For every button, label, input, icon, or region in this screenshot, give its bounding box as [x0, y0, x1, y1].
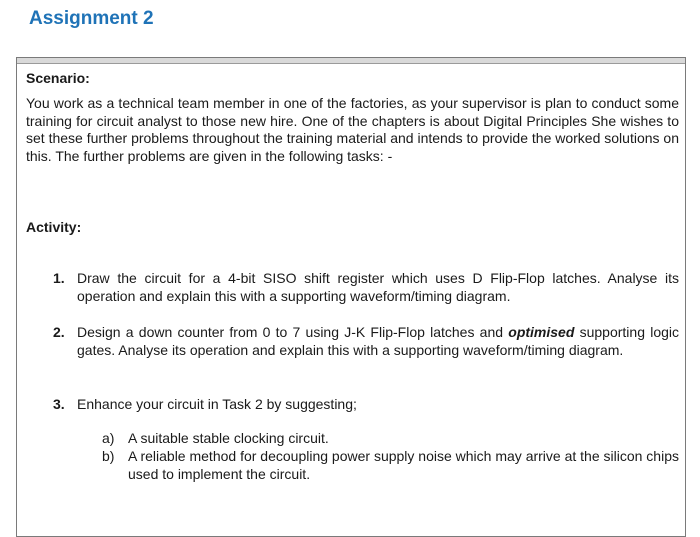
task-text-before: Design a down counter from 0 to 7 using J-K Flip-Flop latches and [77, 324, 509, 340]
task-text-after: supporting logic gates. Analyse its operation and explain this with a supporting waveform/timing diagram. [77, 324, 680, 358]
subtask-label: a) [102, 430, 115, 446]
subtask-text: A suitable stable clocking circuit. [128, 430, 329, 446]
assignment-box [16, 57, 686, 537]
task-number: 2. [53, 324, 65, 340]
scenario-text: You work as a technical team member in one of the factories, as your supervisor is plan to conduct some training for circuit analyst to those new hire. One of the chapters is about Digital Principles She wishes to set these further problems throughout the training material and intends to provide the worked solutions on this. The further problems are given in the following tasks: - [26, 95, 679, 164]
box-header-bar [17, 58, 685, 64]
task-number: 1. [53, 270, 65, 286]
subtask-item-b [102, 447, 679, 483]
activity-heading: Activity: [26, 219, 82, 235]
task-emphasis: optimised [508, 324, 575, 340]
subtask-label: b) [102, 448, 115, 464]
task-item-3 [53, 395, 679, 413]
subtask-item-a [102, 429, 679, 447]
task-item-1 [53, 269, 679, 305]
page-title: Assignment 2 [29, 8, 154, 29]
task-text: Draw the circuit for a 4-bit SISO shift register which uses D Flip-Flop latches. Analyse its operation and explain this with a supporting waveform/timing diagram. [77, 270, 679, 304]
task-text [77, 323, 679, 359]
subtask-text: A reliable method for decoupling power supply noise which may arrive at the silicon chips used to implement the circuit. [128, 448, 679, 482]
scenario-heading: Scenario: [26, 70, 90, 86]
task-number: 3. [53, 396, 65, 412]
task-item-2 [53, 323, 679, 359]
task-text: Enhance your circuit in Task 2 by suggesting; [77, 396, 357, 412]
